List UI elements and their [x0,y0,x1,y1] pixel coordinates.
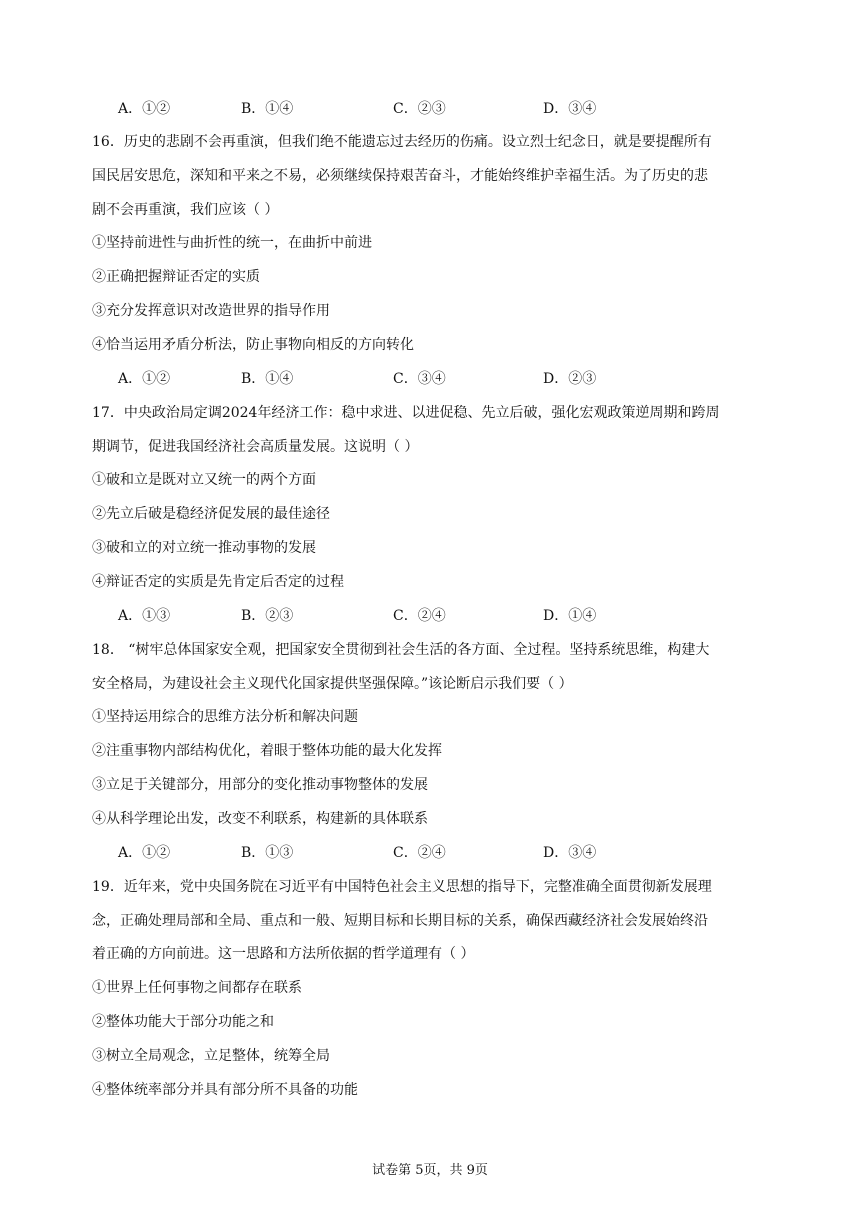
page-footer: 试卷第 5页，共 9页 [372,1163,488,1178]
question-16-stem: 国民居安思危，深知和平来之不易，必须继续保持艰苦奋斗，才能始终维护幸福生活。为了历史的悲 [92,168,708,184]
option-c: C．②③ [393,101,446,117]
question-16-item: ③充分发挥意识对改造世界的指导作用 [92,303,330,319]
question-19-stem: 念，正确处理局部和全局、重点和一般、短期目标和长期目标的关系，确保西藏经济社会发展始终沿 [92,913,708,929]
q16-options [118,369,718,389]
option-b: B．②③ [241,608,294,624]
question-17-stem: 17．中央政治局定调2024年经济工作：稳中求进、以进促稳、先立后破，强化宏观政策逆周期和跨周 [92,405,720,421]
question-18-item: ③立足于关键部分，用部分的变化推动事物整体的发展 [92,777,428,793]
question-19-item: ①世界上任何事物之间都存在联系 [92,980,302,996]
option-c: C．③④ [393,371,446,387]
q15-options [118,99,718,119]
question-17-item: ②先立后破是稳经济促发展的最佳途径 [92,506,330,522]
option-d: D．②③ [543,371,597,387]
question-18-stem: 18． “树牢总体国家安全观，把国家安全贯彻到社会生活的各方面、全过程。坚持系统思维，构建大 [92,642,710,658]
question-18-stem: 安全格局，为建设社会主义现代化国家提供坚强保障。”该论断启示我们要（ ） [92,676,573,692]
option-b: B．①④ [241,101,294,117]
option-d: D．③④ [543,101,597,117]
q18-options [118,843,718,863]
question-17-item: ④辩证否定的实质是先肯定后否定的过程 [92,574,344,590]
option-a: A．①③ [118,608,171,624]
question-19-item: ②整体功能大于部分功能之和 [92,1014,274,1030]
option-b: B．①④ [241,371,294,387]
question-17-item: ①破和立是既对立又统一的两个方面 [92,472,316,488]
option-b: B．①③ [241,845,294,861]
question-18-item: ①坚持运用综合的思维方法分析和解决问题 [92,709,358,725]
question-18-item: ②注重事物内部结构优化，着眼于整体功能的最大化发挥 [92,743,442,759]
question-16-item: ②正确把握辩证否定的实质 [92,269,260,285]
option-a: A．①② [118,845,171,861]
question-16-stem: 16．历史的悲剧不会再重演，但我们绝不能遗忘过去经历的伤痛。设立烈士纪念日，就是要提醒所有 [92,134,712,150]
question-19-stem: 19．近年来，党中央国务院在习近平有中国特色社会主义思想的指导下，完整准确全面贯彻新发展理 [92,879,712,895]
question-16-item: ①坚持前进性与曲折性的统一，在曲折中前进 [92,235,372,251]
question-17-item: ③破和立的对立统一推动事物的发展 [92,540,316,556]
question-19-item: ③树立全局观念，立足整体，统筹全局 [92,1048,330,1064]
question-16-item: ④恰当运用矛盾分析法，防止事物向相反的方向转化 [92,337,414,353]
option-a: A．①② [118,101,171,117]
question-19-stem: 着正确的方向前进。这一思路和方法所依据的哲学道理有（ ） [92,946,475,962]
option-d: D．③④ [543,845,597,861]
option-c: C．②④ [393,845,446,861]
q17-options [118,606,718,626]
option-a: A．①② [118,371,171,387]
question-18-item: ④从科学理论出发，改变不利联系，构建新的具体联系 [92,811,428,827]
option-d: D．①④ [543,608,597,624]
question-17-stem: 期调节，促进我国经济社会高质量发展。这说明（ ） [92,439,419,455]
option-c: C．②④ [393,608,446,624]
question-19-item: ④整体统率部分并具有部分所不具备的功能 [92,1082,358,1098]
question-16-stem: 剧不会再重演，我们应该（ ） [92,202,279,218]
